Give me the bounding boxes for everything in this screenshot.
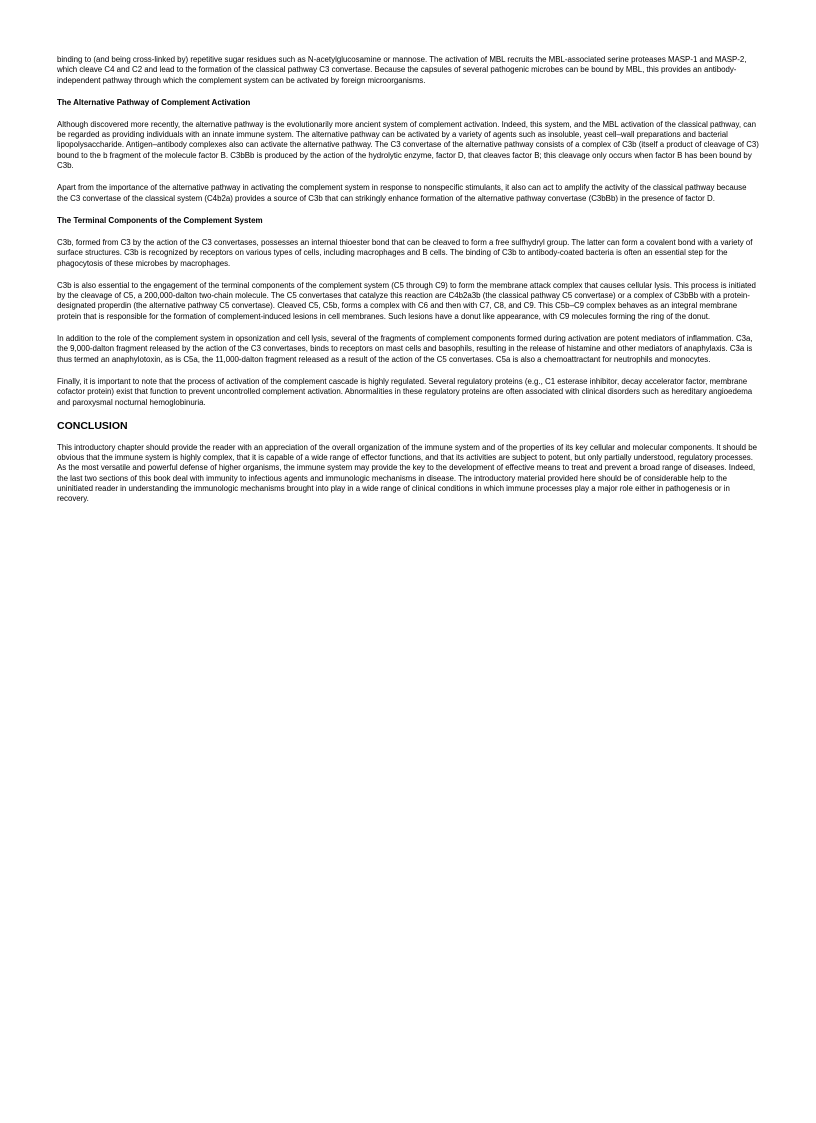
document-page (57, 55, 759, 517)
body-paragraph: This introductory chapter should provide the reader with an appreciation of the overall organization of the immune system and of the properties of its key cellular and molecular components. It should be obvious that the immune system is highly complex, that it is capable of a wide range of effector functions, and that its activities are subject to potent, but only partially understood, regulatory processes. As the most versatile and powerful defense of higher organisms, the immune system may provide the key to the development of effective means to treat and prevent a broad range of diseases. Indeed, the last two sections of this book deal with immunity to infectious agents and immunologic mechanisms in disease. The introductory material provided here should be of considerable help to the uninitiated reader in understanding the immunologic mechanisms brought into play in a wide range of clinical conditions in which immune processes play a major role either in pathogenesis or in recovery. (57, 442, 758, 504)
section-heading-alternative-pathway: The Alternative Pathway of Complement Activation (57, 97, 251, 107)
section-heading-terminal-components: The Terminal Components of the Complement System (57, 215, 263, 225)
body-paragraph: In addition to the role of the complement system in opsonization and cell lysis, several of the fragments of complement components formed during activation are potent mediators of inflammation. C3a, the 9,000-dalton fragment released by the action of the C3 convertases, binds to receptors on mast cells and basophils, resulting in the release of histamine and other mediators of anaphylaxis. C3a is thus termed an anaphylotoxin, as is C5a, the 11,000-dalton fragment released as a result of the action of the C5 convertases. C5a is also a chemoattractant for neutrophils and monocytes. (57, 334, 753, 364)
body-paragraph: Although discovered more recently, the alternative pathway is the evolutionarily more ancient system of complement activation. Indeed, this system, and the MBL activation of the classical pathway, can be regarded as providing individuals with an innate immune system. The alternative pathway can be activated by a variety of agents such as insoluble, yeast cell–wall preparations and bacterial lipopolysaccharide. Antigen–antibody complexes also can activate the alternative pathway. The C3 convertase of the alternative pathway consists of a complex of C3b (itself a product of cleavage of C3) bound to the b fragment of the molecule factor B. C3bBb is produced by the action of the hydrolytic enzyme, factor D, that cleaves factor B; this cleavage only occurs when factor B has been bound by C3b. (57, 119, 759, 171)
body-paragraph: binding to (and being cross-linked by) repetitive sugar residues such as N-acetylglucosamine or mannose. The activation of MBL recruits the MBL-associated serine proteases MASP-1 and MASP-2, which cleave C4 and C2 and lead to the formation of the classical pathway C3 convertase. Because the capsules of several pathogenic microbes can be bound by MBL, this provides an antibody-independent pathway through which the complement system can be activated by foreign microorganisms. (57, 55, 747, 85)
section-heading-conclusion: CONCLUSION (57, 419, 128, 432)
body-paragraph: Apart from the importance of the alternative pathway in activating the complement system in response to nonspecific stimulants, it also can act to amplify the activity of the classical pathway because the C3 convertase of the classical system (C4b2a) provides a source of C3b that can strikingly enhance formation of the alternative pathway convertase (C3bBb) in the presence of factor D. (57, 183, 747, 203)
body-paragraph: Finally, it is important to note that the process of activation of the complement cascade is highly regulated. Several regulatory proteins (e.g., C1 esterase inhibitor, decay accelerator factor, membrane cofactor protein) exist that function to prevent uncontrolled complement activation. Abnormalities in these regulatory proteins are often associated with clinical disorders such as hereditary angioedema and paroxysmal nocturnal hemoglobinuria. (57, 376, 753, 407)
body-paragraph: C3b is also essential to the engagement of the terminal components of the complement system (C5 through C9) to form the membrane attack complex that causes cellular lysis. This process is initiated by the cleavage of C5, a 200,000-dalton two-chain molecule. The C5 convertases that catalyze this reaction are C4b2a3b (the classical pathway C5 convertase) or a complex of C3bBb with a protein-designated properdin (the alternative pathway C5 convertase). Cleaved C5, C5b, forms a complex with C6 and then with C7, C8, and C9. This C5b–C9 complex behaves as an integral membrane protein that is responsible for the formation of complement-induced lesions in cell membranes. Such lesions have a donut like appearance, with C9 molecules forming the ring of the donut. (57, 280, 756, 321)
body-paragraph: C3b, formed from C3 by the action of the C3 convertases, possesses an internal thioester bond that can be cleaved to form a free sulfhydryl group. The latter can form a covalent bond with a variety of surface structures. C3b is recognized by receptors on various types of cells, including macrophages and B cells. The binding of C3b to antibody-coated bacteria is often an essential step for the phagocytosis of these microbes by macrophages. (57, 237, 753, 268)
